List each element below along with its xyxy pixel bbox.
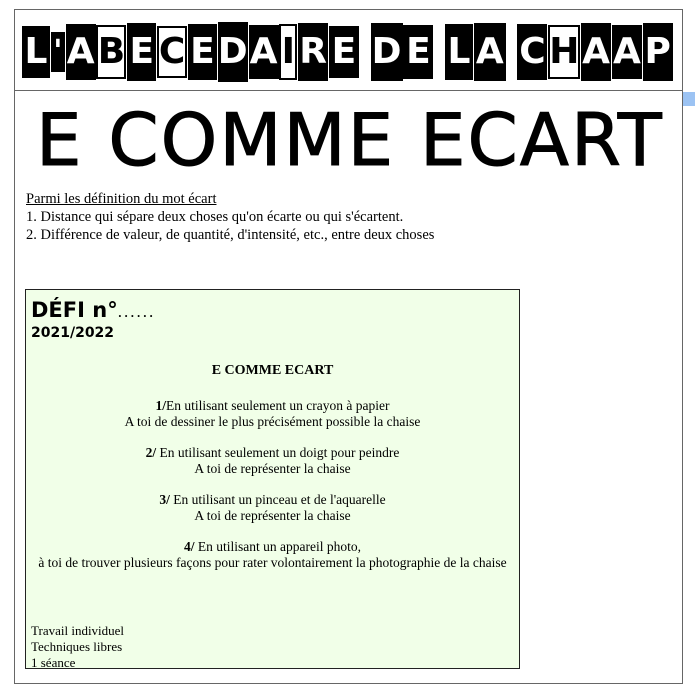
definitions xyxy=(26,190,434,244)
banner-letter: A xyxy=(581,23,611,81)
banner-letter: E xyxy=(403,25,433,79)
task-number: 2 xyxy=(145,445,153,460)
challenge-label-text: DÉFI n° xyxy=(31,298,118,322)
banner-letter: A xyxy=(474,23,506,81)
challenge-box xyxy=(25,289,520,669)
task-line: A toi de représenter la chaise xyxy=(194,508,351,523)
definitions-intro: Parmi les définition du mot écart xyxy=(26,191,217,207)
meta-item: Travail individuel xyxy=(31,623,125,638)
banner-letter: A xyxy=(66,24,96,80)
task-line: En utilisant un pinceau et de l'aquarelle xyxy=(173,492,386,507)
banner-letter: H xyxy=(548,25,580,79)
challenge-year: 2021/2022 xyxy=(31,325,115,341)
banner-letter: E xyxy=(127,23,156,81)
challenge-title: E COMME ECART xyxy=(211,363,334,378)
banner-letter: ' xyxy=(51,32,65,72)
meta-item: 1 séance xyxy=(31,655,76,670)
banner-letter: E xyxy=(188,24,217,80)
task-number: 1 xyxy=(155,398,163,413)
task-line: En utilisant un appareil photo, xyxy=(197,539,361,554)
task-separator: / xyxy=(162,398,167,413)
challenge-number-dots: ...... xyxy=(117,302,156,321)
task-separator: / xyxy=(166,492,174,507)
banner-letter: R xyxy=(298,23,328,81)
banner-letter: L xyxy=(445,24,473,80)
task-line: à toi de trouver plusieurs façons pour rater volontairement la photographie de la chaise xyxy=(38,555,507,570)
banner-letter: I xyxy=(279,24,297,80)
banner-letter: D xyxy=(218,22,248,82)
task-item xyxy=(26,492,519,524)
banner-letter: D xyxy=(371,23,403,81)
challenge-label xyxy=(31,298,155,324)
task-item xyxy=(26,398,519,430)
banner-letter: C xyxy=(517,24,547,80)
task-number: 4 xyxy=(184,539,191,554)
banner-letter: A xyxy=(612,25,642,79)
banner-letter: C xyxy=(157,26,187,78)
banner-letter: P xyxy=(643,23,673,81)
banner-letter: A xyxy=(249,25,279,79)
task-item xyxy=(26,445,519,477)
header-divider xyxy=(14,90,683,91)
page-title: E COMME ECART xyxy=(36,98,664,182)
definition-item: 1. Distance qui sépare deux choses qu'on écarte ou qui s'écartent. xyxy=(26,209,404,225)
task-line: A toi de dessiner le plus précisément possible la chaise xyxy=(124,414,421,429)
task-line: A toi de représenter la chaise xyxy=(194,461,351,476)
task-line: En utilisant seulement un crayon à papier xyxy=(166,398,390,413)
task-item xyxy=(26,539,519,571)
challenge-meta xyxy=(31,623,124,671)
task-number: 3 xyxy=(159,492,167,507)
task-separator: / xyxy=(152,445,160,460)
blue-tab-marker xyxy=(683,92,695,106)
task-line: En utilisant seulement un doigt pour peindre xyxy=(159,445,400,460)
task-separator: / xyxy=(190,539,198,554)
banner-letter: L xyxy=(22,26,50,78)
banner-letter: B xyxy=(96,25,126,79)
definition-item: 2. Différence de valeur, de quantité, d'intensité, etc., entre deux choses xyxy=(26,227,435,243)
header-banner xyxy=(22,15,673,89)
meta-item: Techniques libres xyxy=(31,639,123,654)
banner-letter: E xyxy=(329,26,359,78)
